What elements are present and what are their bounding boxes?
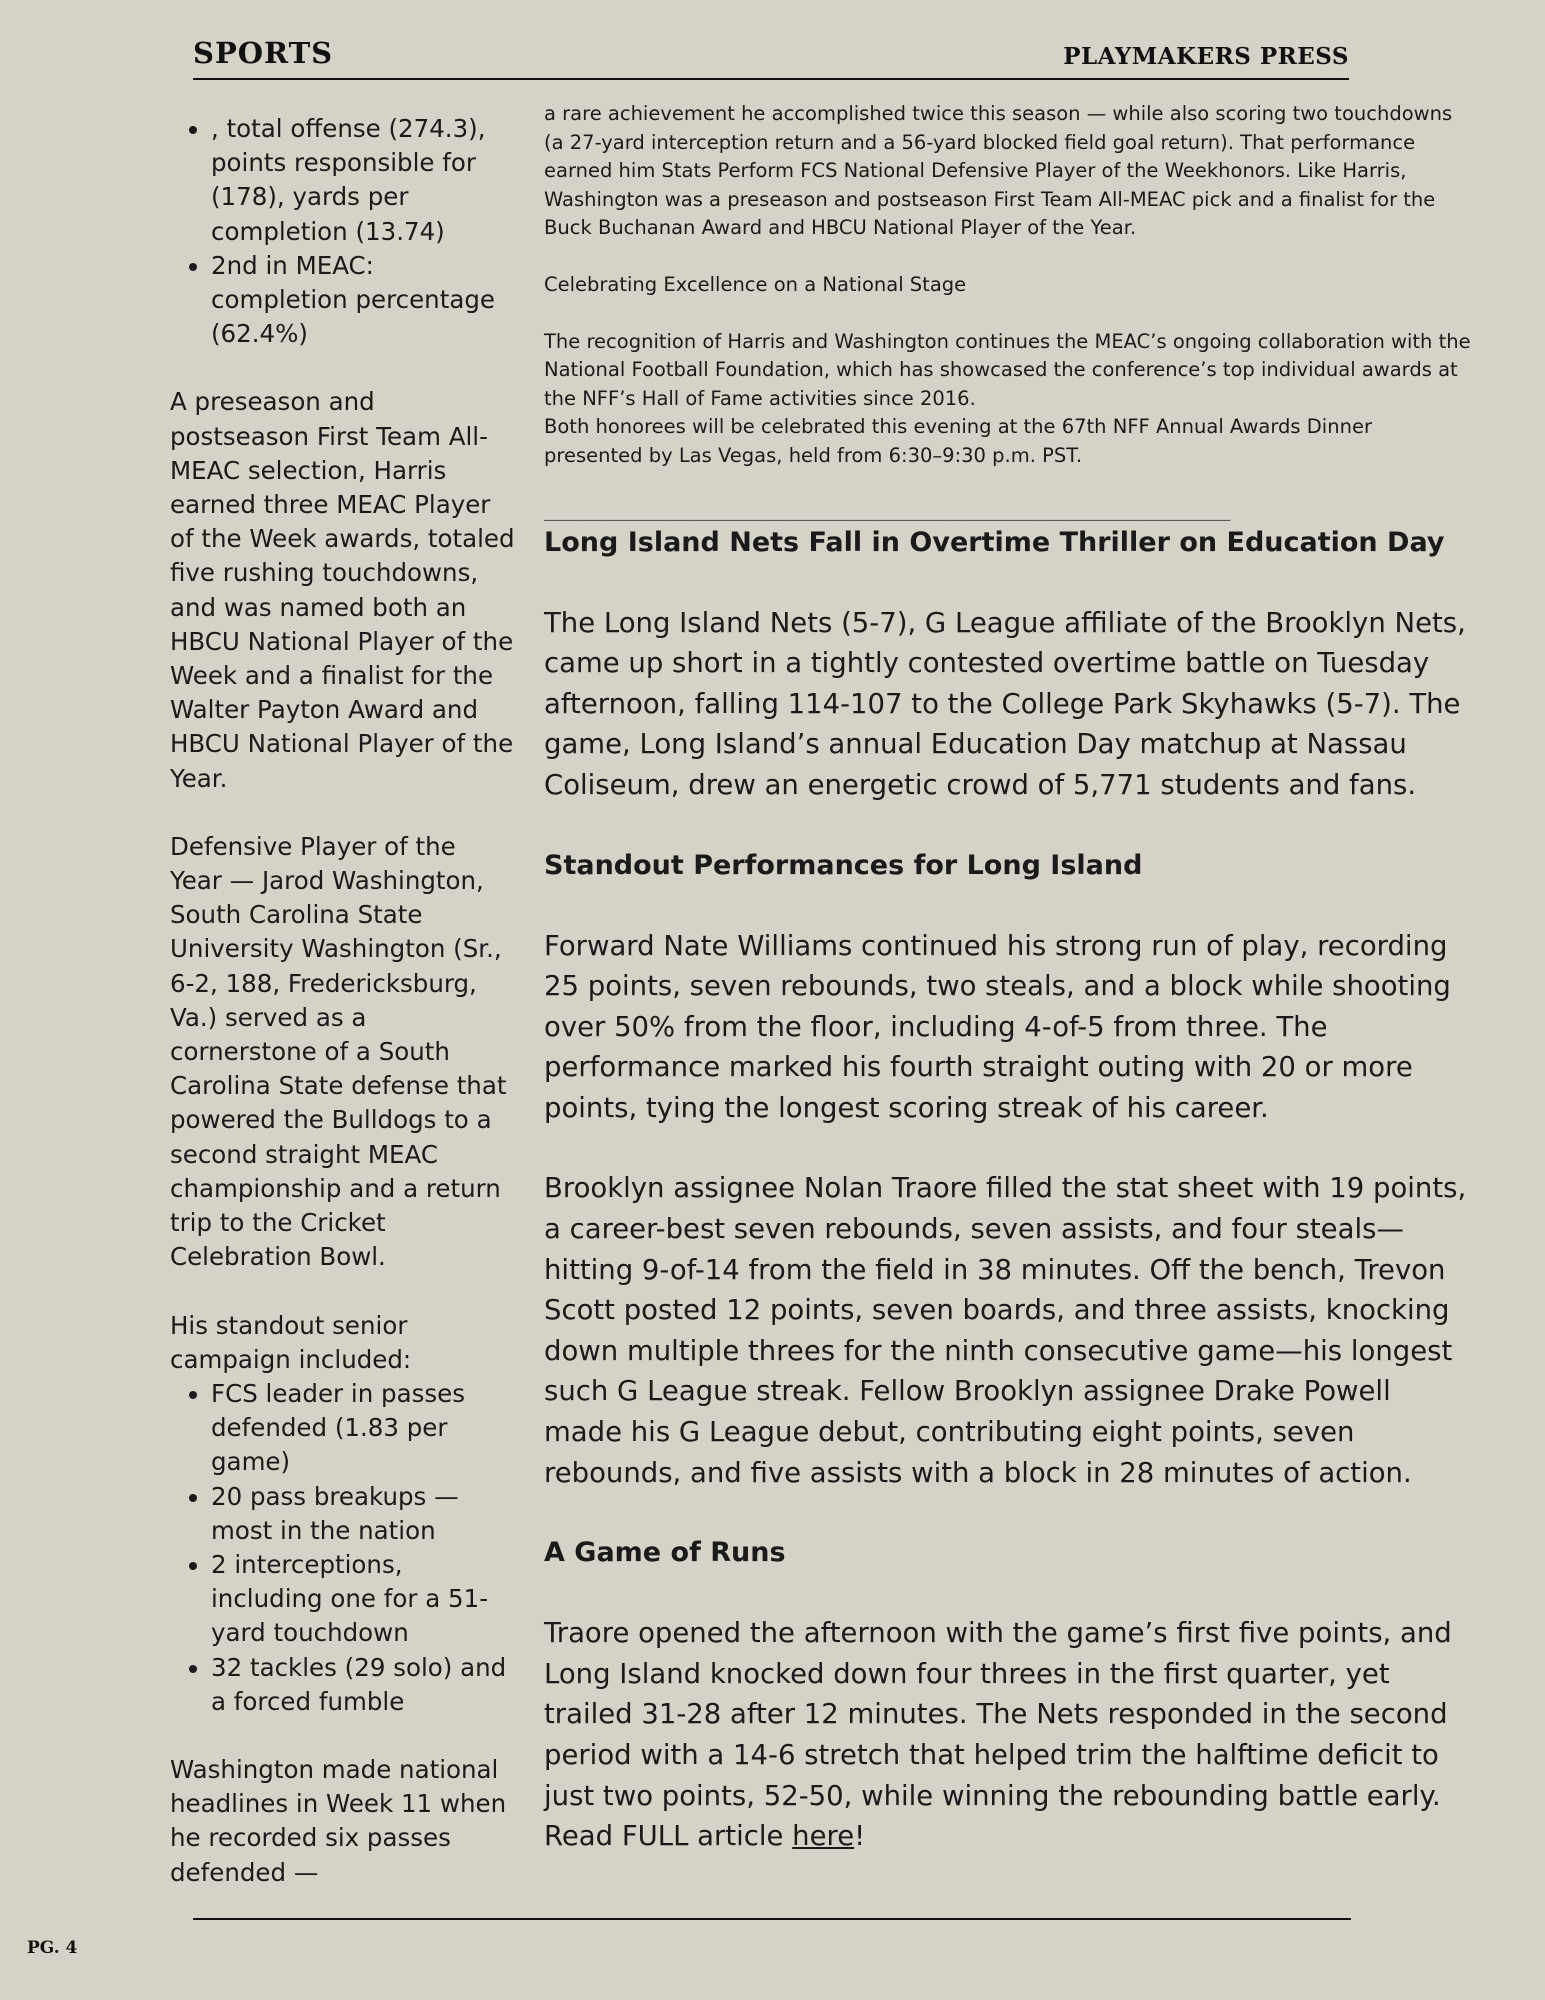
right-column	[544, 100, 1474, 1857]
list-item: • , total offense (274.3), points responsible for (178), yards per completion (13.74)	[211, 112, 515, 249]
publication-name: PLAYMAKERS PRESS	[1063, 43, 1349, 70]
article-body	[544, 563, 1474, 1857]
defensive-stats-list	[170, 1377, 515, 1719]
lead-paragraph: The Long Island Nets (5-7), G League affiliate of the Brooklyn Nets, came up short in a tightly contested overtime battle on Tuesday afternoon, falling 114-107 to the College Park Skyhawks (5-7). The game, Long Island’s annual Education Day matchup at Nassau Coliseum, drew an energetic crowd of 5,771 students and fans.	[544, 606, 1466, 801]
list-item: • FCS leader in passes defended (1.83 per game)	[211, 1377, 515, 1480]
recognition-paragraph: The recognition of Harris and Washington continues the MEAC’s ongoing collaboration with the National Football Foundation, which has showcased the conference’s top individual awards at the NFF’s Hall of Fame activities since 2016.	[544, 329, 1471, 410]
list-item: • 32 tackles (29 solo) and a forced fumble	[211, 1651, 515, 1719]
continuation-paragraph: a rare achievement he accomplished twice this season — while also scoring two touchdowns (a 27-yard interception return and a 56-yard blocked field goal return). That performance earned him Stats Perform FCS National Defensive Player of the Weekhonors. Like Harris, Washington was a preseason and postseason First Team All-MEAC pick and a finalist for the Buck Buchanan Award and HBCU National Player of the Year.	[544, 102, 1453, 240]
runs-paragraph	[544, 1613, 1474, 1857]
section-heading: Standout Performances for Long Island	[544, 849, 1143, 881]
subhead: Celebrating Excellence on a National Stage	[544, 272, 967, 296]
read-more-prefix: Read FULL article	[544, 1820, 793, 1853]
awards-dinner-paragraph: Both honorees will be celebrated this evening at the 67th NFF Annual Awards Dinner presented by Las Vegas, held from 6:30–9:30 p.m. PST.	[544, 415, 1372, 467]
washington-paragraph: Defensive Player of the Year — Jarod Washington, South Carolina State University Washington (Sr., 6-2, 188, Fredericksburg, Va.) served as a cornerstone of a South Carolina State defense that powered the Bulldogs to a second straight MEAC championship and a return trip to the Cricket Celebration Bowl.	[170, 831, 507, 1272]
runs-text: Traore opened the afternoon with the game’s first five points, and Long Island knocked down four threes in the first quarter, yet trailed 31-28 after 12 minutes. The Nets responded in the second period with a 14-6 stretch that helped trim the halftime deficit to just two points, 52-50, while winning the rebounding battle early.	[544, 1617, 1452, 1812]
list-item: • 20 pass breakups — most in the nation	[211, 1480, 515, 1548]
left-column	[170, 112, 515, 1890]
read-more-suffix: !	[854, 1820, 866, 1853]
footer-rule	[193, 1918, 1351, 1920]
campaign-intro: His standout senior campaign included:	[170, 1310, 412, 1374]
list-item: • 2nd in MEAC: completion percentage (62.4%)	[211, 249, 515, 352]
headlines-paragraph: Washington made national headlines in Week 11 when he recorded six passes defended —	[170, 1754, 507, 1887]
list-item: • 2 interceptions, including one for a 51-yard touchdown	[211, 1548, 515, 1651]
passing-stats-list	[170, 112, 515, 351]
williams-paragraph: Forward Nate Williams continued his strong run of play, recording 25 points, seven rebounds, two steals, and a block while shooting over 50% from the floor, including 4-of-5 from three. The performance marked his fourth straight outing with 20 or more points, tying the longest scoring streak of his career.	[544, 929, 1451, 1124]
page-number: PG. 4	[27, 1938, 78, 1958]
section-label: SPORTS	[193, 36, 334, 70]
read-more-link[interactable]: here	[792, 1820, 855, 1853]
harris-paragraph: A preseason and postseason First Team All-MEAC selection, Harris earned three MEAC Player of the Week awards, totaled five rushing touchdowns, and was named both an HBCU National Player of the Week and a finalist for the Walter Payton Award and HBCU National Player of the Year.	[170, 387, 515, 793]
section-heading: A Game of Runs	[544, 1537, 786, 1569]
traore-paragraph: Brooklyn assignee Nolan Traore filled the stat sheet with 19 points, a career-best seven rebounds, seven assists, and four steals—hitting 9-of-14 from the field in 38 minutes. Off the bench, Trevon Scott posted 12 points, seven boards, and three assists, knocking down multiple threes for the ninth consecutive game—his longest such G League streak. Fellow Brooklyn assignee Drake Powell made his G League debut, contributing eight points, seven rebounds, and five assists with a block in 28 minutes of action.	[544, 1172, 1467, 1489]
article-title: Long Island Nets Fall in Overtime Thriller on Education Day	[544, 526, 1445, 558]
article-divider: ____________________________________________________________	[544, 498, 1231, 521]
meac-continuation	[544, 100, 1474, 471]
page-header	[193, 34, 1349, 80]
